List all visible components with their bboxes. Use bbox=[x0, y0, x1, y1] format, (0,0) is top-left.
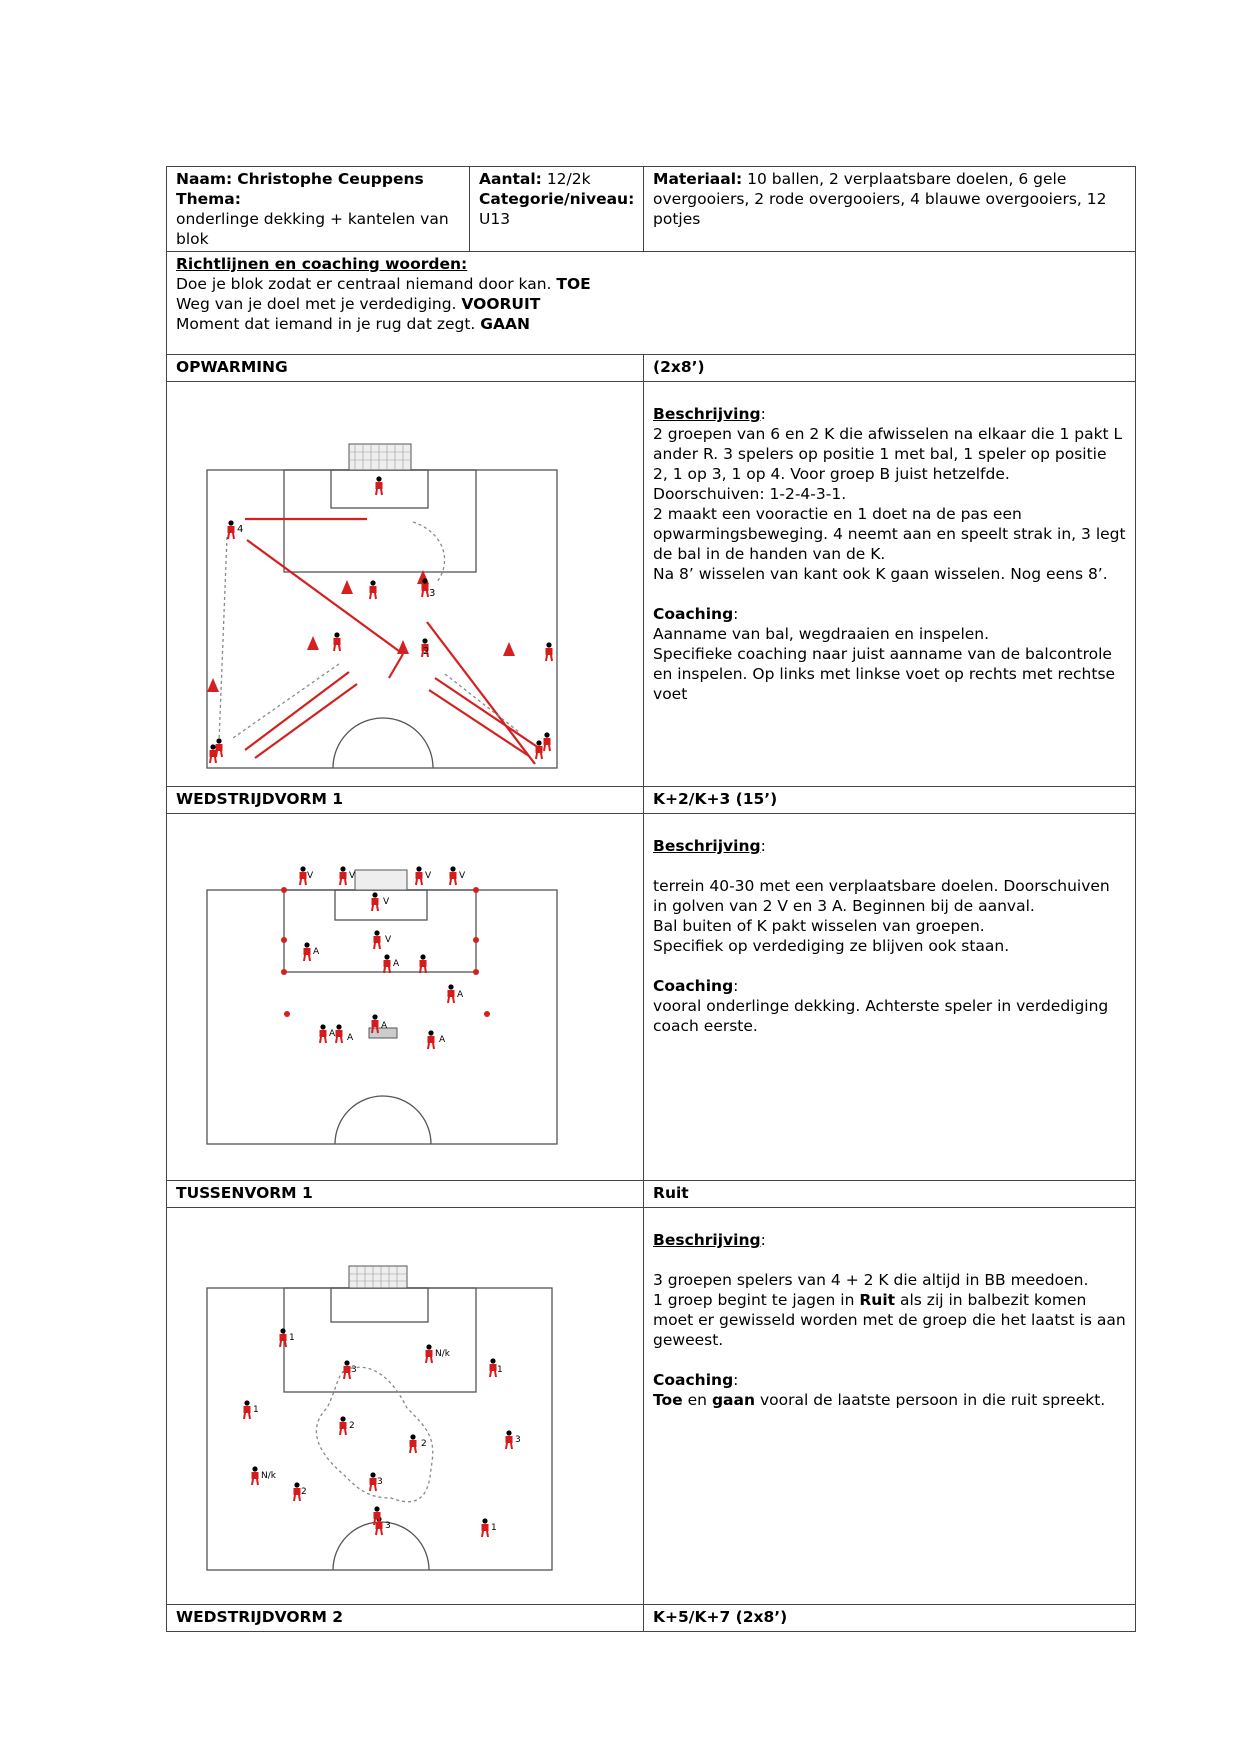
beschrijving-paragraph-3: Na 8’ wisselen van kant ook K gaan wisselen. Nog eens 8’. bbox=[653, 565, 1108, 583]
aantal-cell bbox=[470, 167, 644, 252]
richtlijn-keyword-2: VOORUIT bbox=[461, 295, 541, 313]
player-icon bbox=[426, 1344, 433, 1363]
label-v: V bbox=[349, 871, 356, 881]
wedstrijdvorm-1-description: Beschrijving: terrein 40-30 met een verplaatsbare doelen. Doorschuiven in golven van 2 V en 3 A. Beginnen bij de aanval. Bal buiten of K pakt wisselen van groepen. Specifiek op verdediging ze blijven ook staan. Coaching: vooral onderlinge dekking. Achterste speler in verdediging coach eerste. bbox=[644, 814, 1136, 1181]
player-icon bbox=[448, 984, 455, 1003]
richtlijn-text-3: Moment dat iemand in je rug dat zegt. bbox=[176, 315, 476, 333]
player-icon bbox=[334, 632, 341, 651]
coaching-label: Coaching bbox=[653, 977, 734, 995]
tussenvorm-1-diagram bbox=[167, 1208, 587, 1604]
materiaal-label: Materiaal: bbox=[653, 170, 743, 188]
diagram-cell bbox=[167, 814, 644, 1181]
section-header-wedstrijdvorm-2 bbox=[167, 1605, 1136, 1632]
player-icon bbox=[216, 738, 223, 757]
diagram-cell bbox=[167, 382, 644, 787]
label-pos: 3 bbox=[385, 1521, 391, 1531]
player-icon bbox=[336, 1024, 343, 1043]
player-icon bbox=[416, 866, 423, 885]
label-v: V bbox=[459, 871, 466, 881]
label-a: A bbox=[329, 1029, 336, 1039]
coaching-text: vooral de laatste persoon in die ruit spreekt. bbox=[759, 1391, 1106, 1409]
coaching-paragraph-1 bbox=[653, 1390, 1126, 1410]
player-icon bbox=[344, 1360, 351, 1379]
player-icon bbox=[544, 732, 551, 751]
player-icon bbox=[210, 744, 217, 763]
player-icon bbox=[340, 1416, 347, 1435]
naam-value: Christophe Ceuppens bbox=[237, 170, 424, 188]
section-body-opwarming bbox=[167, 382, 1136, 787]
player-icon bbox=[506, 1430, 513, 1449]
label-pos-3: 3 bbox=[429, 588, 436, 599]
tussenvorm-1-description: Beschrijving: 3 groepen spelers van 4 + 2 K die altijd in BB meedoen. 1 groep begint te jagen in Ruit als zij in balbezit komen moet er gewisseld worden met de groep die het laatst is aan geweest. Coaching: Toe en gaan vooral de laatste persoon in die ruit spreekt. bbox=[644, 1208, 1136, 1605]
beschrijving-paragraph-3: Specifiek op verdediging ze blijven ook staan. bbox=[653, 937, 1010, 955]
section-body-wedstrijdvorm-1 bbox=[167, 814, 1136, 1181]
label-pos: 3 bbox=[351, 1365, 357, 1375]
player-icon bbox=[422, 578, 429, 597]
label-pos: 2 bbox=[349, 1421, 355, 1431]
player-icon bbox=[376, 476, 383, 495]
coaching-label: Coaching bbox=[653, 605, 734, 623]
label-a: A bbox=[381, 1021, 388, 1031]
player-icon bbox=[280, 1328, 287, 1347]
player-icon bbox=[228, 520, 235, 539]
section-title: TUSSENVORM 1 bbox=[167, 1181, 644, 1208]
richtlijn-text-1: Doe je blok zodat er centraal niemand door kan. bbox=[176, 275, 552, 293]
richtlijn-text-2: Weg van je doel met je verdediging. bbox=[176, 295, 457, 313]
player-icon bbox=[320, 1024, 327, 1043]
label-v: V bbox=[383, 897, 390, 907]
player-icon bbox=[410, 1434, 417, 1453]
player-icon bbox=[428, 1030, 435, 1049]
thema-label: Thema: bbox=[176, 190, 241, 208]
label-a: A bbox=[457, 990, 464, 1000]
label-pos: 2 bbox=[301, 1487, 307, 1497]
section-title: WEDSTRIJDVORM 1 bbox=[167, 787, 644, 814]
label-a: A bbox=[393, 959, 400, 969]
coaching-text: en bbox=[687, 1391, 708, 1409]
keyword-toe: Toe bbox=[653, 1391, 683, 1409]
naam-cell bbox=[167, 167, 470, 252]
label-pos: N/k bbox=[435, 1349, 450, 1359]
header-row bbox=[167, 167, 1136, 252]
richtlijnen-row bbox=[167, 252, 1136, 355]
player-icon bbox=[490, 1358, 497, 1377]
section-title: OPWARMING bbox=[167, 355, 644, 382]
player-icon bbox=[244, 1400, 251, 1419]
opwarming-diagram bbox=[167, 382, 587, 786]
label-pos: 3 bbox=[377, 1477, 383, 1487]
materiaal-cell bbox=[644, 167, 1136, 252]
beschrijving-paragraph-1: terrein 40-30 met een verplaatsbare doelen. Doorschuiven in golven van 2 V en 3 A. Beginnen bij de aanval. bbox=[653, 877, 1110, 915]
beschrijving-paragraph-2 bbox=[653, 1290, 1126, 1350]
wedstrijdvorm-1-players bbox=[300, 866, 457, 1049]
aantal-label: Aantal: bbox=[479, 170, 542, 188]
player-icon bbox=[340, 866, 347, 885]
player-icon bbox=[536, 740, 543, 759]
label-pos: 1 bbox=[491, 1523, 497, 1533]
naam-label: Naam: bbox=[176, 170, 233, 188]
player-icon bbox=[546, 642, 553, 661]
wedstrijdvorm-1-diagram bbox=[167, 814, 587, 1180]
keyword-gaan: gaan bbox=[711, 1391, 756, 1409]
player-icon bbox=[294, 1482, 301, 1501]
richtlijn-keyword-1: TOE bbox=[556, 275, 591, 293]
label-pos: N/k bbox=[261, 1471, 276, 1481]
player-icon bbox=[374, 930, 381, 949]
label-a: A bbox=[313, 947, 320, 957]
label-a: A bbox=[439, 1035, 446, 1045]
player-icon bbox=[482, 1518, 489, 1537]
coaching-paragraph-2: Specifieke coaching naar juist aanname van de balcontrole en inspelen. Op links met linkse voet op rechts met rechtse voet bbox=[653, 645, 1116, 703]
section-header-tussenvorm-1 bbox=[167, 1181, 1136, 1208]
label-pos-2: 2 bbox=[423, 646, 430, 657]
player-icon bbox=[304, 942, 311, 961]
section-header-opwarming bbox=[167, 355, 1136, 382]
section-title: WEDSTRIJDVORM 2 bbox=[167, 1605, 644, 1632]
beschrijving-paragraph-1: 3 groepen spelers van 4 + 2 K die altijd in BB meedoen. bbox=[653, 1271, 1089, 1289]
player-icon bbox=[370, 1472, 377, 1491]
coaching-paragraph-1: vooral onderlinge dekking. Achterste speler in verdediging coach eerste. bbox=[653, 997, 1109, 1035]
player-icon bbox=[372, 892, 379, 911]
label-v: V bbox=[425, 871, 432, 881]
materiaal-value: 10 ballen, 2 verplaatsbare doelen, 6 gele overgooiers, 2 rode overgooiers, 4 blauwe overgooiers, 12 potjes bbox=[653, 170, 1107, 228]
thema-value: onderlinge dekking + kantelen van blok bbox=[176, 210, 449, 248]
richtlijnen-cell bbox=[167, 252, 1136, 355]
categorie-value: U13 bbox=[479, 210, 511, 228]
session-table bbox=[166, 166, 1136, 1632]
keyword-ruit: Ruit bbox=[859, 1291, 896, 1309]
richtlijnen-title: Richtlijnen en coaching woorden: bbox=[176, 255, 468, 273]
beschrijving-text: als zij in balbezit komen moet er gewisseld worden met de groep die het laatst is aan geweest. bbox=[653, 1291, 1126, 1349]
player-icon bbox=[420, 954, 427, 973]
label-pos: 1 bbox=[497, 1365, 503, 1375]
player-icon bbox=[384, 954, 391, 973]
label-pos-4: 4 bbox=[237, 524, 244, 535]
beschrijving-paragraph-2: 2 maakt een vooractie en 1 doet na de pas een opwarmingsbeweging. 4 neemt aan en speelt strak in, 3 legt de bal in de handen van de K. bbox=[653, 505, 1126, 563]
label-pos: 3 bbox=[515, 1435, 521, 1445]
beschrijving-label: Beschrijving bbox=[653, 405, 761, 423]
diagram-cell bbox=[167, 1208, 644, 1605]
coaching-label: Coaching bbox=[653, 1371, 734, 1389]
section-duration: K+5/K+7 (2x8’) bbox=[644, 1605, 1136, 1632]
richtlijn-keyword-3: GAAN bbox=[480, 315, 530, 333]
section-header-wedstrijdvorm-1 bbox=[167, 787, 1136, 814]
label-v: V bbox=[385, 935, 392, 945]
section-duration: (2x8’) bbox=[644, 355, 1136, 382]
section-body-tussenvorm-1 bbox=[167, 1208, 1136, 1605]
player-icon bbox=[370, 580, 377, 599]
label-v: V bbox=[307, 871, 314, 881]
session-sheet bbox=[166, 166, 1135, 1632]
opwarming-description: Beschrijving: 2 groepen van 6 en 2 K die afwisselen na elkaar die 1 pakt L ander R. 3 spelers op positie 1 met bal, 1 speler op positie 2, 1 op 3, 1 op 4. Voor groep B juist hetzelfde. Doorschuiven: 1-2-4-3-1. 2 maakt een vooractie en 1 doet na de pas een opwarmingsbeweging. 4 neemt aan en speelt strak in, 3 legt de bal in de handen van de K. Na 8’ wisselen van kant ook K gaan wisselen. Nog eens 8’. Coaching: Aanname van bal, wegdraaien en inspelen. Specifieke coaching naar juist aanname van de balcontrole en inspelen. Op links met linkse voet op rechts met rechtse voet bbox=[644, 382, 1136, 787]
beschrijving-paragraph-2: Bal buiten of K pakt wisselen van groepen. bbox=[653, 917, 985, 935]
categorie-label: Categorie/niveau: bbox=[479, 190, 635, 208]
label-pos: 2 bbox=[421, 1439, 427, 1449]
player-icon bbox=[450, 866, 457, 885]
beschrijving-label: Beschrijving bbox=[653, 837, 761, 855]
aantal-value: 12/2k bbox=[546, 170, 591, 188]
player-icon bbox=[252, 1466, 259, 1485]
beschrijving-text: 1 groep begint te jagen in bbox=[653, 1291, 855, 1309]
beschrijving-label: Beschrijving bbox=[653, 1231, 761, 1249]
section-duration: K+2/K+3 (15’) bbox=[644, 787, 1136, 814]
section-duration: Ruit bbox=[644, 1181, 1136, 1208]
label-pos: 1 bbox=[289, 1333, 295, 1343]
player-icon bbox=[300, 866, 307, 885]
coaching-paragraph-1: Aanname van bal, wegdraaien en inspelen. bbox=[653, 625, 990, 643]
label-pos: 1 bbox=[253, 1405, 259, 1415]
label-a: A bbox=[347, 1033, 354, 1043]
beschrijving-paragraph-1: 2 groepen van 6 en 2 K die afwisselen na elkaar die 1 pakt L ander R. 3 spelers op positie 1 met bal, 1 speler op positie 2, 1 op 3, 1 op 4. Voor groep B juist hetzelfde. Doorschuiven: 1-2-4-3-1. bbox=[653, 425, 1123, 503]
